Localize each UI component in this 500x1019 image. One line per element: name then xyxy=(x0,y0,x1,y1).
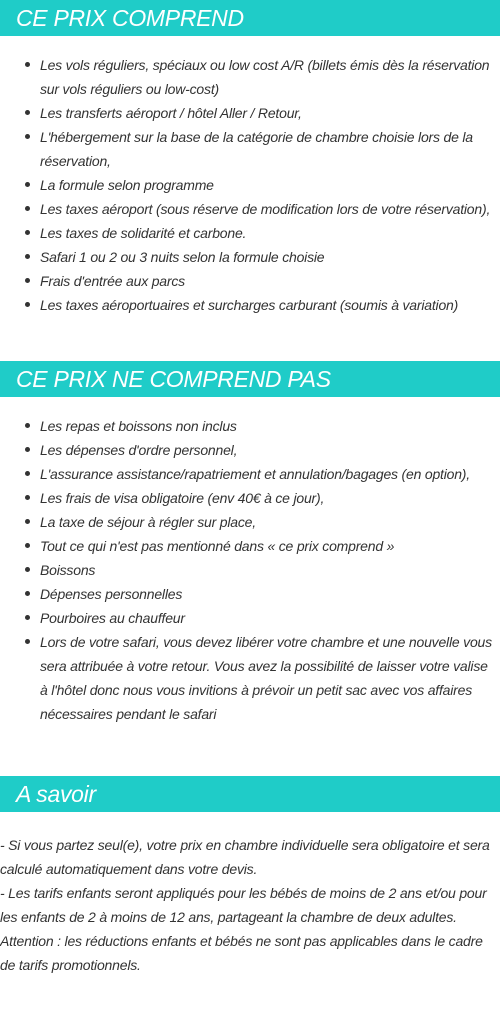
list-item: Pourboires au chauffeur xyxy=(0,606,500,630)
list-item: La formule selon programme xyxy=(0,173,500,197)
section-title-savoir: A savoir xyxy=(16,780,96,807)
savoir-text xyxy=(0,833,500,977)
list-item: Les transferts aéroport / hôtel Aller / Retour, xyxy=(0,101,500,125)
list-item: L'assurance assistance/rapatriement et annulation/bagages (en option), xyxy=(0,462,500,486)
list-item: Les taxes de solidarité et carbone. xyxy=(0,221,500,245)
list-item: Les repas et boissons non inclus xyxy=(0,414,500,438)
list-item: Frais d'entrée aux parcs xyxy=(0,269,500,293)
section-title-ne-comprend: CE PRIX NE COMPREND PAS xyxy=(16,365,331,392)
section-header-savoir xyxy=(0,776,500,812)
list-item: Boissons xyxy=(0,558,500,582)
list-item: L'hébergement sur la base de la catégorie de chambre choisie lors de la réservation, xyxy=(0,125,500,173)
excluded-list xyxy=(0,414,500,726)
list-item: Dépenses personnelles xyxy=(0,582,500,606)
section-header-comprend xyxy=(0,0,500,36)
section-header-ne-comprend xyxy=(0,361,500,397)
list-item: La taxe de séjour à régler sur place, xyxy=(0,510,500,534)
savoir-paragraph: Attention : les réductions enfants et bébés ne sont pas applicables dans le cadre de tarifs promotionnels. xyxy=(0,933,483,973)
list-item: Les dépenses d'ordre personnel, xyxy=(0,438,500,462)
list-item: Lors de votre safari, vous devez libérer votre chambre et une nouvelle vous sera attribuée à votre retour. Vous avez la possibilité de laisser votre valise à l'hôtel donc nous vous invitions à prévoir un petit sac avec vos affaires nécessaires pendant le safari xyxy=(0,630,500,726)
savoir-paragraph: - Si vous partez seul(e), votre prix en chambre individuelle sera obligatoire et sera calculé automatiquement dans votre devis. xyxy=(0,837,490,877)
list-item: Safari 1 ou 2 ou 3 nuits selon la formule choisie xyxy=(0,245,500,269)
list-item: Tout ce qui n'est pas mentionné dans « ce prix comprend » xyxy=(0,534,500,558)
list-item: Les frais de visa obligatoire (env 40€ à ce jour), xyxy=(0,486,500,510)
list-item: Les taxes aéroport (sous réserve de modification lors de votre réservation), xyxy=(0,197,500,221)
list-item: Les vols réguliers, spéciaux ou low cost A/R (billets émis dès la réservation sur vols réguliers ou low-cost) xyxy=(0,53,500,101)
savoir-paragraph: - Les tarifs enfants seront appliqués pour les bébés de moins de 2 ans et/ou pour les enfants de 2 à moins de 12 ans, partageant la chambre de deux adultes. xyxy=(0,885,487,925)
section-title-comprend: CE PRIX COMPREND xyxy=(16,4,244,31)
list-item: Les taxes aéroportuaires et surcharges carburant (soumis à variation) xyxy=(0,293,500,317)
included-list xyxy=(0,53,500,317)
